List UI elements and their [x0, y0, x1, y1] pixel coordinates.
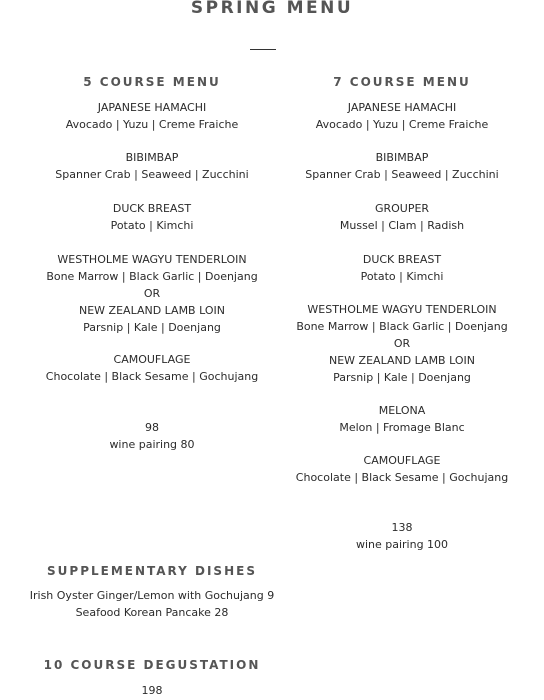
- supplementary-item: Irish Oyster Ginger/Lemon with Gochujang 9: [29, 589, 275, 602]
- dish-name: WESTHOLME WAGYU TENDERLOIN: [57, 253, 247, 266]
- dish-description: Melon | Fromage Blanc: [339, 421, 465, 434]
- dish-name: CAMOUFLAGE: [363, 454, 441, 467]
- seven-course-dish-2: [264, 149, 540, 183]
- dish-description: Avocado | Yuzu | Creme Fraiche: [315, 118, 489, 131]
- seven-course-dish-4: [264, 251, 540, 285]
- dish-name: JAPANESE HAMACHI: [347, 101, 457, 114]
- supplementary-list: [0, 587, 304, 621]
- dish-name: DUCK BREAST: [112, 202, 192, 215]
- dish-description: Chocolate | Black Sesame | Gochujang: [295, 471, 509, 484]
- dish-name: GROUPER: [374, 202, 430, 215]
- or-separator: OR: [393, 337, 411, 350]
- dish-description: Spanner Crab | Seaweed | Zucchini: [305, 168, 499, 181]
- dish-description: Parsnip | Kale | Doenjang: [333, 371, 471, 384]
- dish-description: Chocolate | Black Sesame | Gochujang: [45, 370, 259, 383]
- section-heading: SUPPLEMENTARY DISHES: [47, 564, 257, 578]
- seven-course-dish-8: [264, 452, 540, 486]
- seven-course-dish-7: [264, 402, 540, 436]
- dish-name: BIBIMBAP: [125, 151, 179, 164]
- dish-name: JAPANESE HAMACHI: [97, 101, 207, 114]
- dish-name: WESTHOLME WAGYU TENDERLOIN: [307, 303, 497, 316]
- seven-course-price-block: [264, 519, 540, 553]
- dish-name: NEW ZEALAND LAMB LOIN: [329, 354, 475, 367]
- five-course-dish-6: [0, 351, 304, 385]
- section-heading: 7 COURSE MENU: [333, 75, 471, 89]
- wine-pairing: wine pairing 100: [355, 538, 449, 551]
- seven-course-heading: [264, 74, 540, 90]
- dish-description: Potato | Kimchi: [110, 219, 194, 232]
- degustation-price: [0, 682, 304, 699]
- price: 98: [145, 421, 159, 434]
- dish-description: Potato | Kimchi: [360, 270, 444, 283]
- price: 198: [141, 684, 163, 697]
- section-heading: 10 COURSE DEGUSTATION: [43, 658, 261, 672]
- dish-name: CAMOUFLAGE: [113, 353, 191, 366]
- seven-course-main-choice: [264, 301, 540, 386]
- dish-description: Avocado | Yuzu | Creme Fraiche: [65, 118, 239, 131]
- five-course-dish-1: [0, 99, 304, 133]
- dish-name: DUCK BREAST: [362, 253, 442, 266]
- dish-description: Bone Marrow | Black Garlic | Doenjang: [296, 320, 508, 333]
- five-course-heading: [0, 74, 304, 90]
- dish-description: Bone Marrow | Black Garlic | Doenjang: [46, 270, 258, 283]
- dish-name: NEW ZEALAND LAMB LOIN: [79, 304, 225, 317]
- title-divider: [250, 49, 276, 50]
- five-course-price-block: [0, 419, 304, 453]
- dish-name: MELONA: [378, 404, 426, 417]
- five-course-main-choice: [0, 251, 304, 336]
- supplementary-item: Seafood Korean Pancake 28: [75, 606, 229, 619]
- seven-course-dish-1: [264, 99, 540, 133]
- seven-course-dish-3: [264, 200, 540, 234]
- five-course-dish-2: [0, 149, 304, 183]
- supplementary-heading: [0, 563, 304, 579]
- dish-description: Parsnip | Kale | Doenjang: [83, 321, 221, 334]
- degustation-heading: [0, 657, 304, 673]
- dish-description: Mussel | Clam | Radish: [339, 219, 465, 232]
- page-title: SPRING MENU: [190, 0, 354, 18]
- wine-pairing: wine pairing 80: [109, 438, 195, 451]
- dish-description: Spanner Crab | Seaweed | Zucchini: [55, 168, 249, 181]
- section-heading: 5 COURSE MENU: [83, 75, 221, 89]
- or-separator: OR: [143, 287, 161, 300]
- five-course-dish-3: [0, 200, 304, 234]
- price: 138: [391, 521, 413, 534]
- dish-name: BIBIMBAP: [375, 151, 429, 164]
